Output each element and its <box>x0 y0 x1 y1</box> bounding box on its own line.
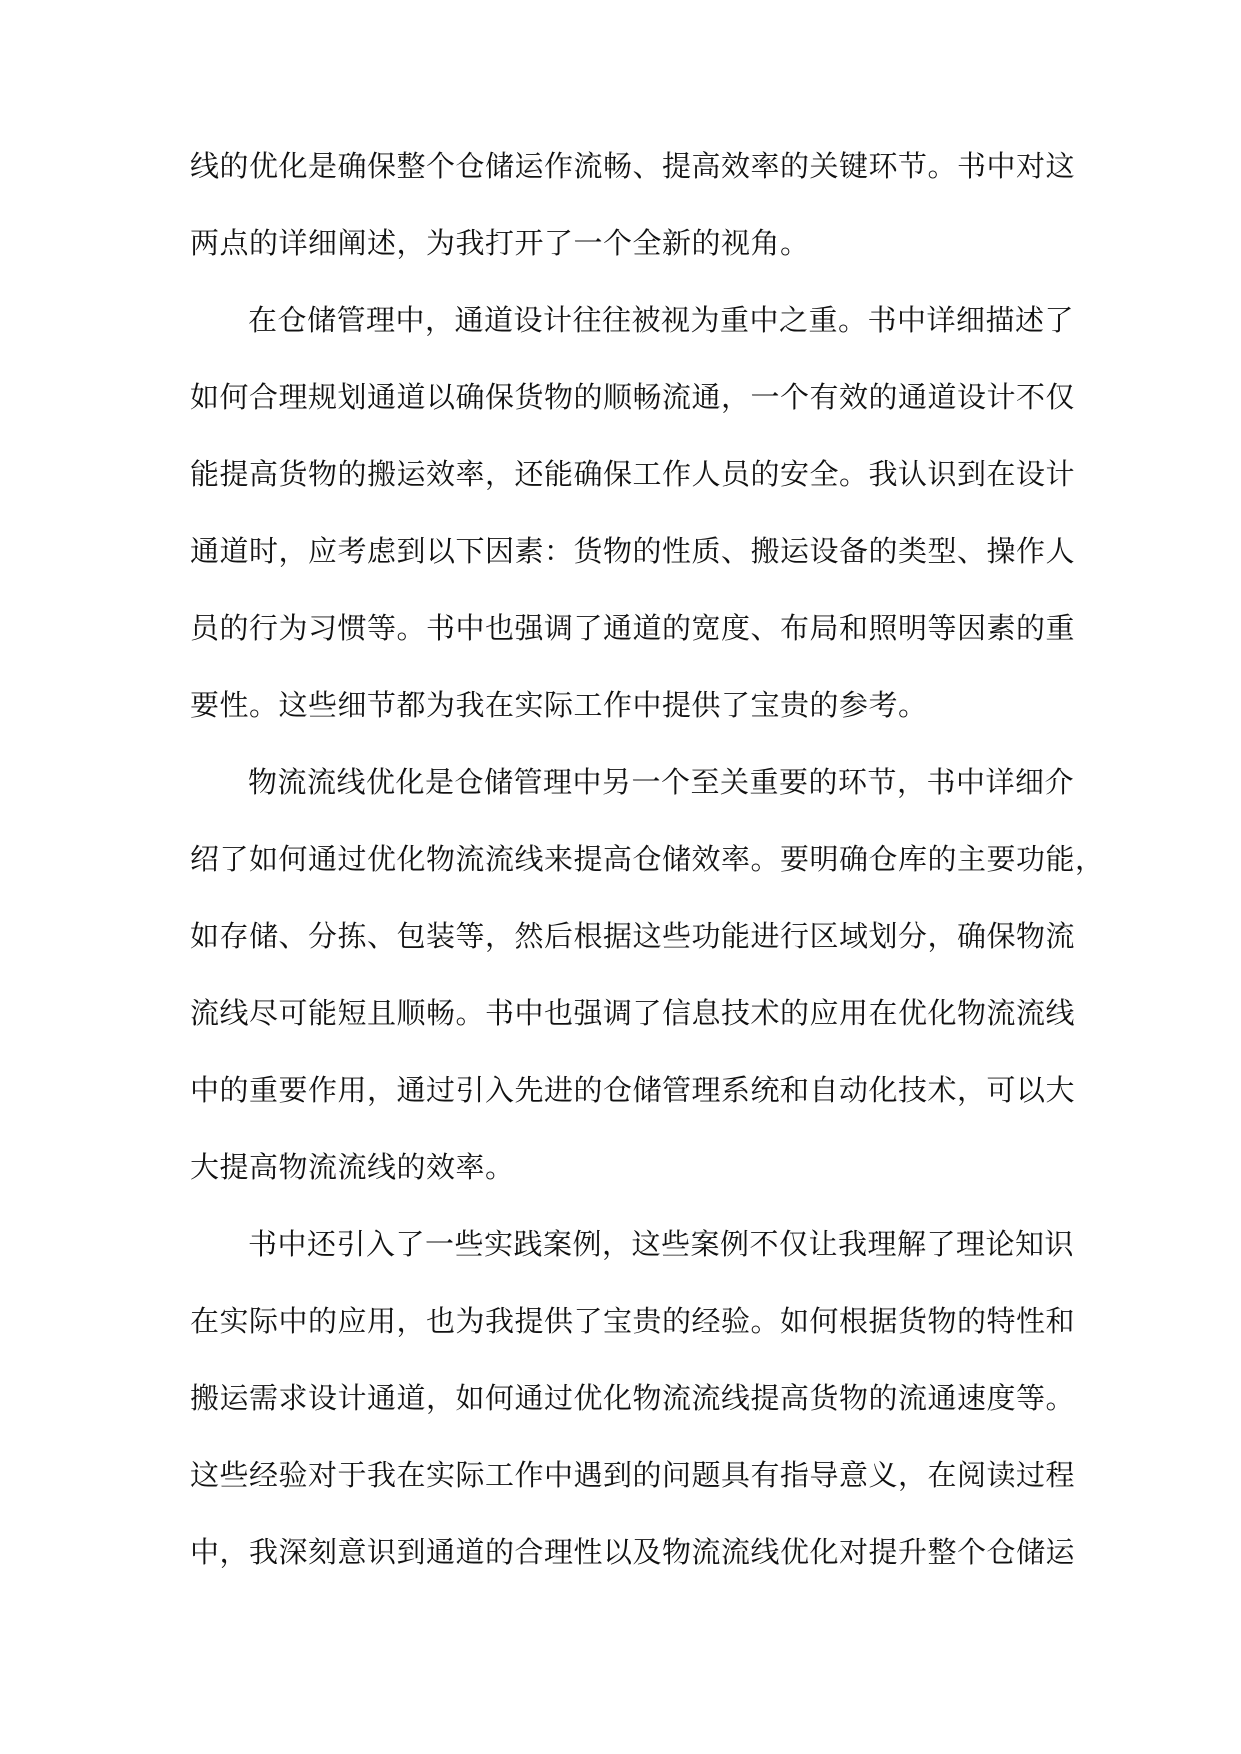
text-line: 中的重要作用，通过引入先进的仓储管理系统和自动化技术，可以大 <box>190 1073 1076 1107</box>
text-line: 书中还引入了一些实践案例，这些案例不仅让我理解了理论知识 <box>248 1227 1075 1261</box>
paragraph-3 <box>190 744 1105 1206</box>
text-line: 这些经验对于我在实际工作中遇到的问题具有指导意义，在阅读过程 <box>190 1458 1076 1492</box>
paragraph-4 <box>190 1206 1076 1591</box>
text-line: 线的优化是确保整个仓储运作流畅、提高效率的关键环节。书中对这 <box>190 149 1076 183</box>
text-line: 大提高物流流线的效率。 <box>190 1150 515 1184</box>
text-line: 物流流线优化是仓储管理中另一个至关重要的环节，书中详细介 <box>248 765 1075 799</box>
paragraph-1 <box>190 128 1076 282</box>
text-line: 如何合理规划通道以确保货物的顺畅流通，一个有效的通道设计不仅 <box>190 380 1076 414</box>
text-line: 绍了如何通过优化物流流线来提高仓储效率。要明确仓库的主要功能， <box>190 842 1105 876</box>
paragraph-2 <box>190 282 1076 744</box>
text-line: 在实际中的应用，也为我提供了宝贵的经验。如何根据货物的特性和 <box>190 1304 1076 1338</box>
text-line: 流线尽可能短且顺畅。书中也强调了信息技术的应用在优化物流流线 <box>190 996 1076 1030</box>
text-line: 要性。这些细节都为我在实际工作中提供了宝贵的参考。 <box>190 688 928 722</box>
text-line: 两点的详细阐述，为我打开了一个全新的视角。 <box>190 226 810 260</box>
text-line: 能提高货物的搬运效率，还能确保工作人员的安全。我认识到在设计 <box>190 457 1076 491</box>
text-line: 通道时，应考虑到以下因素：货物的性质、搬运设备的类型、操作人 <box>190 534 1076 568</box>
text-line: 如存储、分拣、包装等，然后根据这些功能进行区域划分，确保物流 <box>190 919 1076 953</box>
text-line: 在仓储管理中，通道设计往往被视为重中之重。书中详细描述了 <box>248 303 1075 337</box>
text-line: 员的行为习惯等。书中也强调了通道的宽度、布局和照明等因素的重 <box>190 611 1076 645</box>
text-line: 中，我深刻意识到通道的合理性以及物流流线优化对提升整个仓储运 <box>190 1535 1076 1569</box>
text-line: 搬运需求设计通道，如何通过优化物流流线提高货物的流通速度等。 <box>190 1381 1076 1415</box>
body-text <box>190 128 1105 1591</box>
